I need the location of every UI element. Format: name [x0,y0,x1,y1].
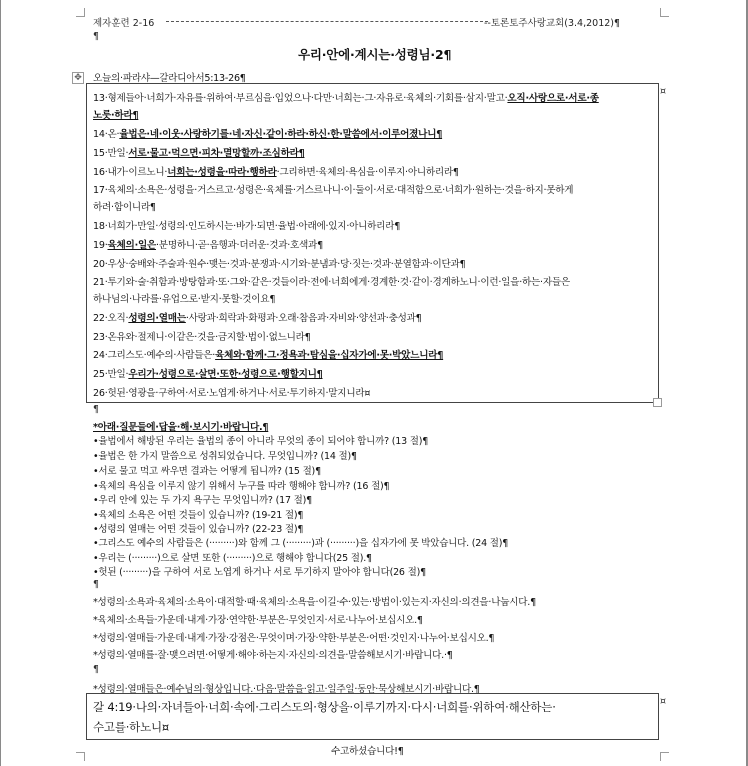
verse-line-15: 15·만일·서로·물고·먹으면·피차·멸망할까·조심하라¶ [93,148,305,159]
closing-text: 수고하셨습니다!¶ [331,746,404,757]
margin-corner-bottom-right [660,752,669,761]
verse-line-16: 16·내가·이르노니·너희는·성령을·따라·행하라·그리하면·육체의·욕심을·이루지·아니하리라¶ [93,167,459,178]
margin-corner-top-right [660,8,669,17]
margin-corner-bottom-left [76,752,85,761]
header-left: 제자훈련 2-16 [93,18,155,29]
verse-line-25: 25·만일·우리가·성령으로·살면·또한·성령으로·행할지니¶ [93,369,323,380]
row-end-marker: ¤ [660,696,667,707]
question-item: •육체의 소욕은 어떤 것들이 있습니까? (19-21 절)¶ [93,510,304,521]
verse-line-13b: 노릇·하라¶ [93,110,139,121]
verse-line-19: 19·육체의·일은·분명하니·곧·음행과·더러운·것과·호색과¶ [93,240,323,251]
verse-line-20: 20·우상·숭배와·주술과·원수·맺는·것과·분쟁과·시기와·분냄과·당·짓는·것과·분열함과·이단과¶ [93,259,466,270]
question-item: •서로 물고 먹고 싸우면 결과는 어떻게 됩니까? (15 절)¶ [93,466,321,477]
question-item: •그리스도 예수의 사람들은 (·········)와 함께 그 (·········)과 (·········)을 십자가에 못 박았습니다. (24 절)¶ [93,538,509,549]
verse-line-22: 22·오직·성령의·열매는·사랑과·희락과·화평과·오래·참음과·자비와·양선과·충성과¶ [93,313,422,324]
question-item: •우리는 (·········)으로 살면 또한 (·········)으로 행해야 합니다(25 절).¶ [93,553,372,564]
questions-title: *아래·질문들에·답을·해·보시기·바랍니다.¶ [93,422,269,433]
intro-line: 오늘의·파라샤—갈라디아서5:13-26¶ [93,73,246,84]
table-move-handle-icon[interactable]: ✥ [72,72,84,84]
verse-line-26: 26·헛된·영광을·구하여·서로·노엽게·하거나·서로·투기하지·말지니라¤ [93,388,371,399]
header-right: --토론토주사랑교회(3.4,2012)¶ [484,18,621,29]
memory-verse-line2: 수고를·하노니¤ [93,720,170,734]
verse-line-18: 18·너희가·만일·성령의·인도하시는·바가·되면·율법·아래에·있지·아니하리라¶ [93,221,401,232]
pilcrow: ¶ [93,664,100,675]
verse-line-14: 14·온·율법은·네·이웃·사랑하기를·네·자신·같이·하라·하신·한·말씀에서·이루어졌나니¶ [93,129,443,140]
discussion-item: *성령의·열매를·잘·맺으려면·어떻게·해야·하는지·자신의·의견을·말씀해보시기·바랍니다.·¶ [93,650,453,661]
pilcrow: ¶ [93,579,100,590]
table-resize-handle-icon[interactable] [653,398,662,407]
discussion-item: *성령의·소욕과·육체의·소욕이·대적할·때·육체의·소욕을·이길·수·있는·방법이·있는지·자신의·의견을·나눕시다.¶ [93,597,536,608]
question-item: •육체의 욕심을 이루지 않기 위해서 누구를 따라 행해야 합니까? (16 절)¶ [93,481,390,492]
question-item: •우리 안에 있는 두 가지 욕구는 무엇입니까? (17 절)¶ [93,495,312,506]
page-title: 우리·안에·계시는·성령님·2¶ [298,47,452,62]
verse-line-23: 23·온유와·절제니·이같은·것을·금지할·법이·없느니라¶ [93,332,311,343]
verse-line-24: 24·그리스도·예수의·사람들은·육체와·함께·그·정욕과·탐심을·십자가에·못·박았느니라¶ [93,350,444,361]
verse-line-21b: 하나님의·나라를·유업으로·받지·못할·것이요¶ [93,294,276,305]
verse-line-21a: 21·투기와·술·취함과·방탕함과·또·그와·같은·것들이라·전에·너희에게·경계한·것·같이·경계하노니·이런·일을·하는·자들은 [93,277,570,288]
question-item: •율법은 한 가지 말씀으로 성취되었습니다. 무엇입니까? (14 절)¶ [93,451,357,462]
pilcrow: ¶ [93,31,100,42]
header-dash-line [166,21,488,22]
margin-corner-top-left [76,8,85,17]
verse-line-13a: 13·형제들아·너희가·자유를·위하여·부르심을·입었으나·다만·너희는·그·자유로·육체의·기회를·삼지·말고·오직·사랑으로·서로·종 [93,93,599,104]
verse-line-17b: 하려·함이니라¶ [93,202,156,213]
pilcrow: ¶ [93,404,100,415]
row-end-marker: ¤ [660,86,667,97]
verse-line-17a: 17·육체의·소욕은·성령을·거스르고·성령은·육체를·거스르나니·이·둘이·서로·대적함으로·너희가·원하는·것을·하지·못하게 [93,185,574,196]
memory-verse-line1: 갈 4:19·나의·자녀들아·너희·속에·그리스도의·형상을·이루기까지·다시·너희를·위하여·해산하는· [93,700,556,714]
discussion-item: *육체의·소욕들·가운데·내게·가장·연약한·부분은·무엇인지·서로·나누어·보십시오.¶ [93,615,423,626]
discussion-item: *성령의·열매들은·예수님의·형상입니다.·다음·말씀을·읽고·일주일·동안·묵상해보시기·바랍니다.¶ [93,684,480,695]
discussion-item: *성령의·열매들·가운데·내게·가장·강점은·무엇이며·가장·약한·부분은·어떤·것인지·나누어·보십시오.¶ [93,633,495,644]
question-item: •헛된 (·········)을 구하여 서로 노엽게 하거나 서로 투기하지 말아야 합니다(26 절)¶ [93,567,426,578]
question-item: •율법에서 해방된 우리는 율법의 종이 아니라 무엇의 종이 되어야 합니까? (13 절)¶ [93,436,429,447]
question-item: •성령의 열매는 어떤 것들이 있습니까? (22-23 절)¶ [93,524,304,535]
